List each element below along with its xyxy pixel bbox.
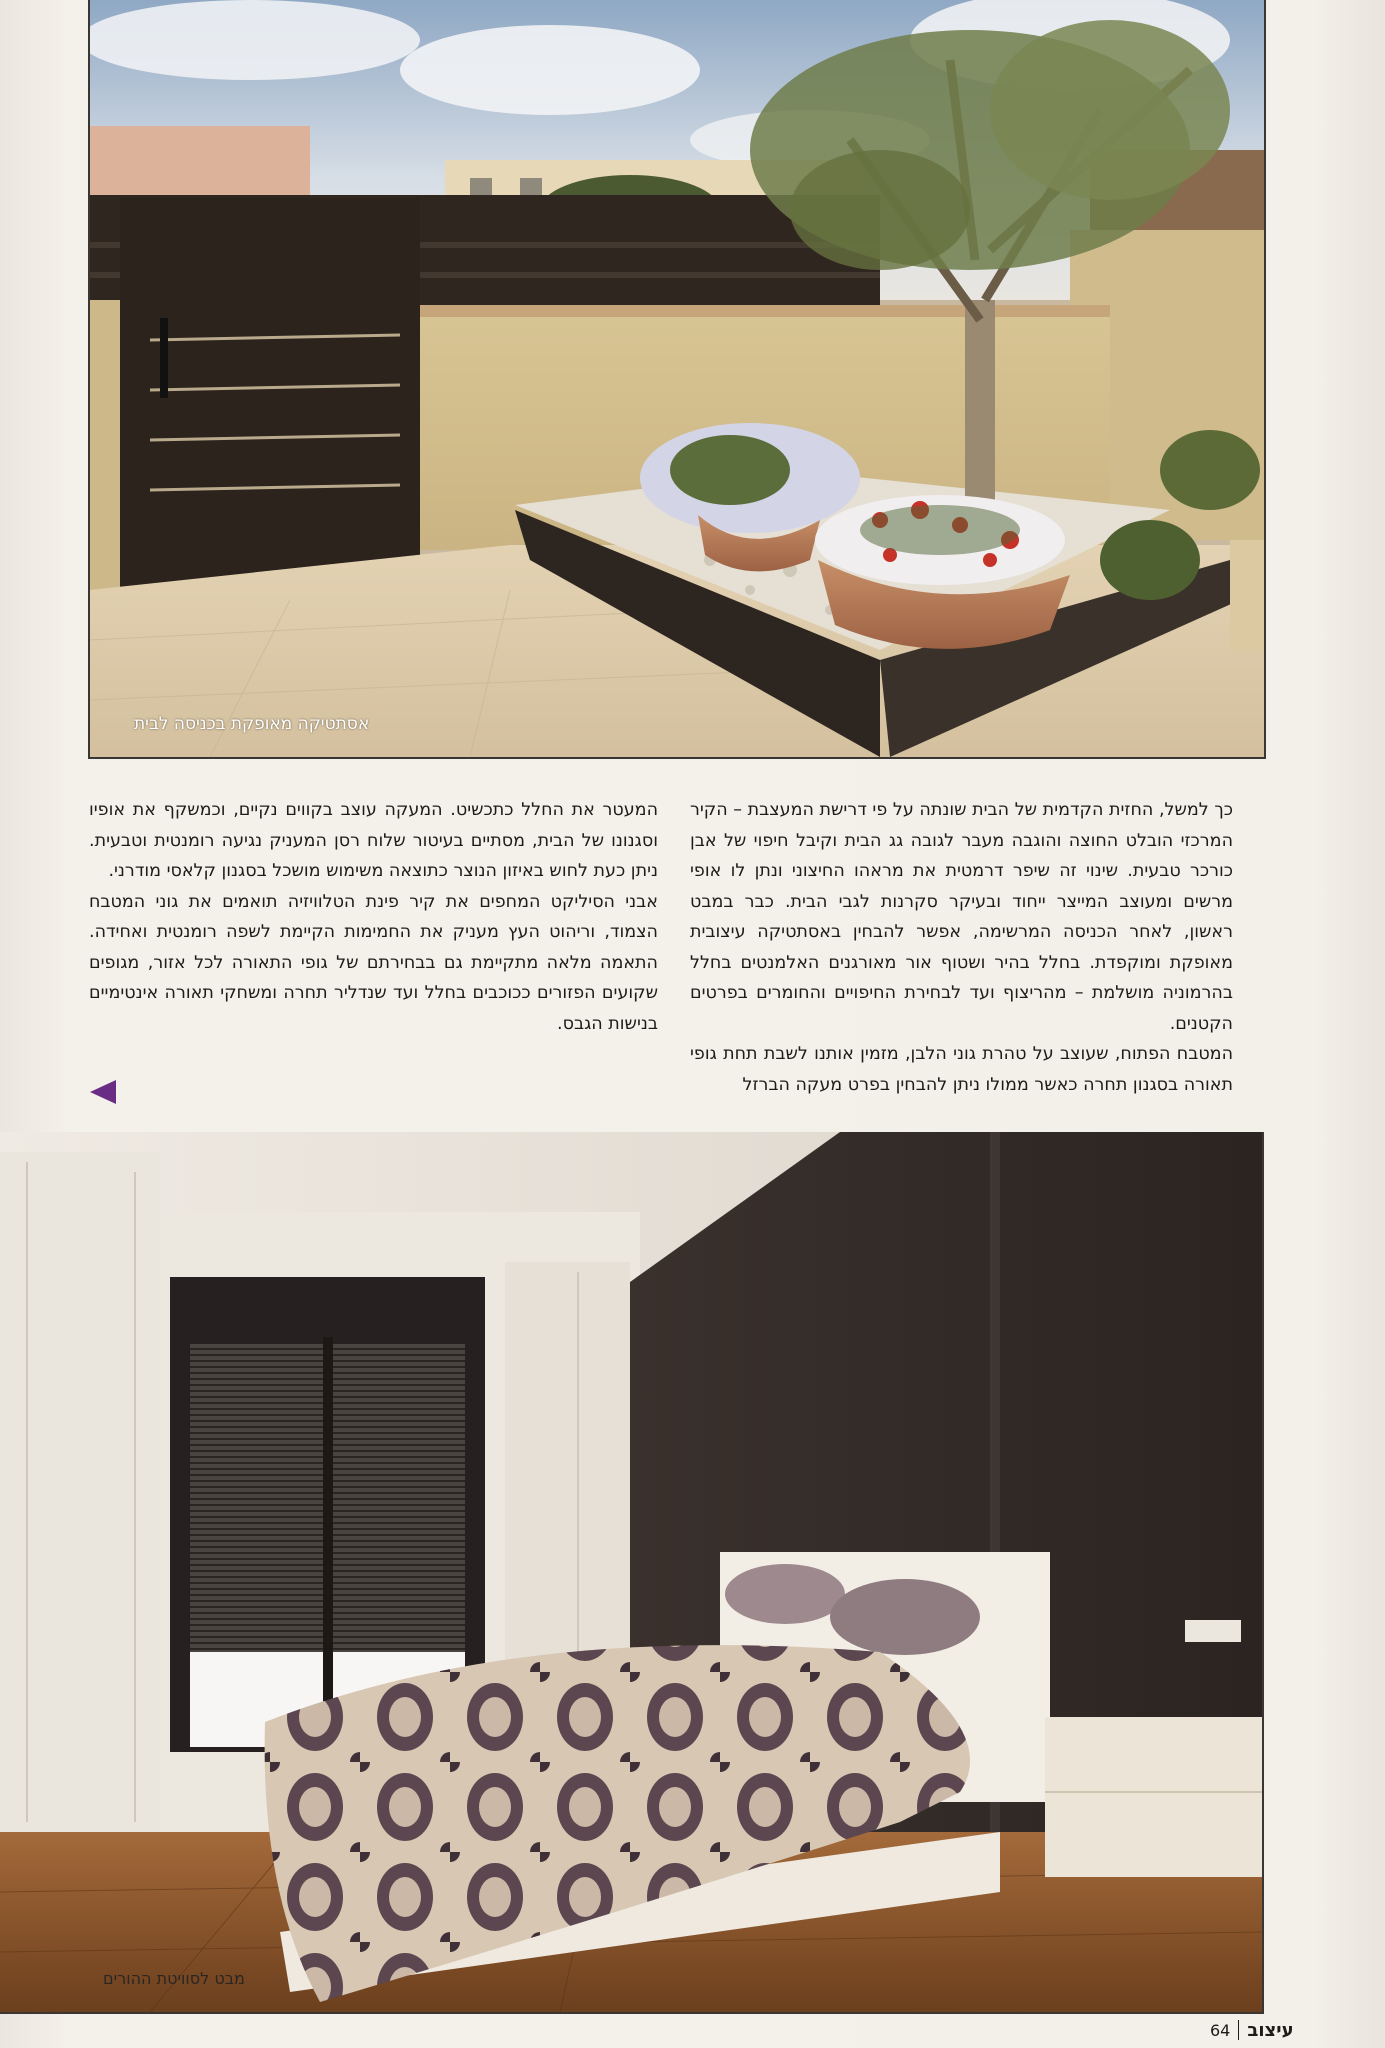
article-paragraph: המטבח הפתוח, שעוצב על טהרת גוני הלבן, מזמין אותנו לשבת תחת גופי תאורה בסגנון תחרה כאשר ממולו ניתן להבחין בפרט מעקה הברזל xyxy=(690,1044,1233,1095)
bedroom-caption: מבט לסוויטת ההורים xyxy=(103,1969,245,1988)
triangle-left-icon xyxy=(90,1080,116,1104)
courtyard-illustration xyxy=(90,0,1264,757)
bedroom-illustration xyxy=(0,1132,1262,2012)
article-paragraph: אבני הסיליקט המחפים את קיר פינת הטלוויזיה תואמים את גוני המטבח הצמוד, וריהוט העץ מעניק את החמימות הקיימת לשפה רומנטית ואחידה. התאמה מלאה מתקיימת גם בבחירתם של גופי התאורה לכל אזור, מגופים שקועים הפזורים ככוכבים בחלל ועד שנדליר תחרה ומשחקי תאורה אינטימיים בנישות הגבס. xyxy=(89,891,658,1034)
article-paragraph: כך למשל, החזית הקדמית של הבית שונתה על פי דרישת המעצבת – הקיר המרכזי הובלט החוצה והוגבה מעבר לגובה גג הבית וקיבל חיפוי של אבן כורכר טבעית. שינוי זה שיפר דרמטית את מראהו החיצוני ונתן לו אופי מרשים ומעוצב המייצר ייחוד ובעיקר סקרנות לגבי הבית. כבר במבט ראשון, לאחר הכניסה המרשימה, אפשר להבחין באסתטיקה עיצובית מאופקת ומוקפדת. בחלל בהיר ושטוף אור מאורגנים האלמנטים בחלל בהרמוניה מושלמת – מהריצוף ועד לבחירת החיפויים והחומרים בפרטים הקטנים. xyxy=(690,800,1233,1034)
page-footer xyxy=(1210,2016,1294,2044)
magazine-name: עיצוב xyxy=(1247,2019,1294,2041)
courtyard-photo xyxy=(88,0,1266,759)
bedroom-photo xyxy=(0,1132,1264,2014)
page-number: 64 xyxy=(1210,2020,1231,2040)
article-column-left xyxy=(89,795,658,1039)
article-paragraph: המעטר את החלל כתכשיט. המעקה עוצב בקווים נקיים, וכמשקף את אופיו וסגנונו של הבית, מסתיים בעיטור שלוח רסן המעניק נגיעה רומנטית וטבעית. ניתן כעת לחוש באיזון הנוצר כתוצאה משימוש מושכל בסגנון קלאסי מודרני. xyxy=(89,800,658,881)
article-column-right xyxy=(690,795,1233,1100)
footer-divider xyxy=(1238,2020,1239,2040)
courtyard-caption: אסתטיקה מאופקת בכניסה לבית xyxy=(134,714,370,734)
